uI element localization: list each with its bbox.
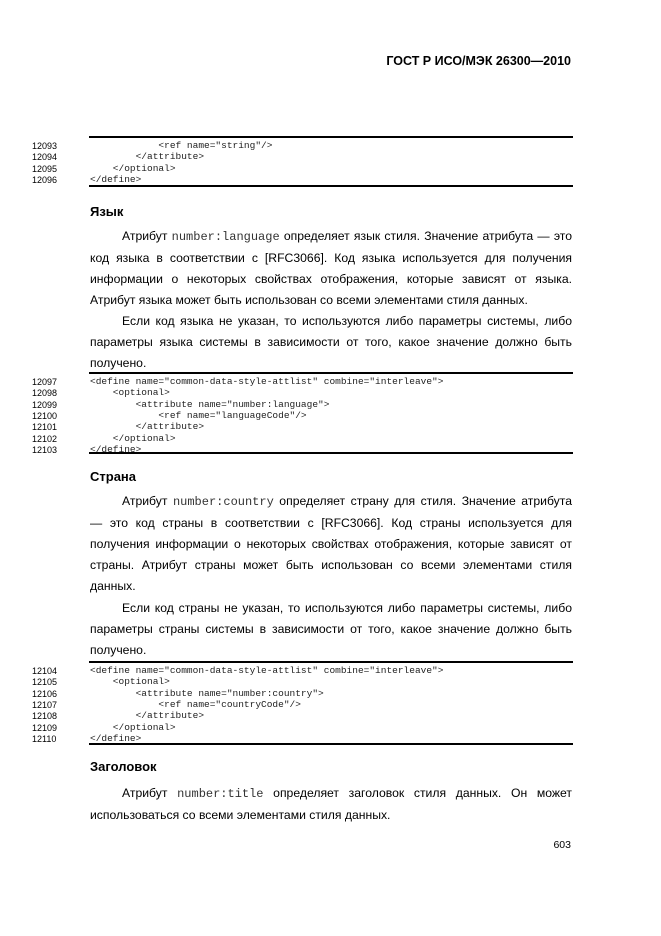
code-text: <ref name="string"/> (90, 140, 273, 151)
code-text: <ref name="languageCode"/> (90, 409, 307, 421)
code-top-rule (89, 372, 573, 374)
code-top-rule (89, 661, 573, 663)
paragraph-text: определяет язык стиля. Значение атрибута — это код языка в соответствии с [RFC3066]. Код языка используется для получения информации о некоторых свойствах отображения, которые зависят от языка. Атрибут языка может быть использован со всеми элементами стиля данных. (90, 229, 572, 307)
line-number: 12101 (32, 422, 58, 433)
code-text: </attribute> (90, 151, 205, 163)
section-heading-country: Страна (90, 469, 137, 484)
line-number: 12099 (32, 399, 58, 410)
line-number: 12108 (32, 711, 58, 722)
code-text: <attribute name="number:country"> (90, 687, 324, 699)
code-bottom-rule (89, 452, 573, 454)
attribute-name: number:language (171, 230, 280, 244)
line-number: 12095 (32, 163, 58, 174)
code-bottom-rule (89, 743, 573, 745)
line-number: 12104 (32, 666, 58, 676)
code-text: </define> (90, 173, 142, 185)
attribute-name: number:title (177, 787, 264, 801)
code-text: </attribute> (90, 421, 205, 433)
code-text: </define> (90, 732, 142, 744)
line-number: 12093 (32, 141, 58, 151)
paragraph-text: Атрибут (122, 494, 173, 508)
code-text: <define name="common-data-style-attlist" combine="interleave"> (90, 665, 444, 676)
line-number: 12106 (32, 688, 58, 699)
line-number: 12100 (32, 410, 58, 421)
section-heading-language: Язык (90, 204, 124, 219)
line-number: 12098 (32, 388, 58, 399)
code-text: <optional> (90, 676, 170, 688)
code-text: </optional> (90, 432, 176, 444)
page-number: 603 (553, 839, 571, 851)
line-number: 12103 (32, 444, 58, 455)
paragraph-country-1 (90, 491, 572, 597)
line-number: 12105 (32, 677, 58, 688)
code-bottom-rule (89, 185, 573, 187)
paragraph-country-2: Если код страны не указан, то используются либо параметры системы, либо параметры страны системы в зависимости от того, какое значение должно быть получено. (90, 601, 572, 657)
code-text: <optional> (90, 387, 170, 399)
line-number: 12097 (32, 377, 58, 387)
code-text: <define name="common-data-style-attlist" combine="interleave"> (90, 376, 444, 387)
paragraph-title-1 (90, 783, 572, 826)
line-number: 12096 (32, 174, 58, 185)
code-text: </define> (90, 443, 142, 455)
line-number: 12094 (32, 152, 58, 163)
line-number: 12110 (32, 733, 57, 744)
code-text: </optional> (90, 721, 176, 733)
standard-title: ГОСТ Р ИСО/МЭК 26300—2010 (386, 54, 571, 68)
attribute-name: number:country (172, 495, 274, 509)
paragraph-language-2: Если код языка не указан, то используются либо параметры системы, либо параметры языка системы в зависимости от того, какое значение должно быть получено. (90, 314, 572, 370)
code-text: <attribute name="number:language"> (90, 398, 330, 410)
code-text: </attribute> (90, 710, 205, 722)
paragraph-text: Атрибут (122, 229, 172, 243)
line-number: 12109 (32, 722, 58, 733)
code-text: <ref name="countryCode"/> (90, 698, 301, 710)
line-number: 12102 (32, 433, 58, 444)
section-heading-title: Заголовок (90, 759, 157, 774)
paragraph-text: определяет заголовок стиля данных. Он может использоваться со всеми элементами стиля данных. (90, 786, 572, 822)
paragraph-text: определяет страну для стиля. Значение атрибута — это код страны в соответствии с [RFC3066]. Код страны используется для получения информации о некоторых свойствах отображения, которые зависят от страны. Атрибут страны может быть использован со всеми элементами стиля данных. (90, 494, 572, 593)
line-number: 12107 (32, 699, 58, 710)
paragraph-language-1 (90, 226, 572, 311)
paragraph-text: Атрибут (122, 786, 178, 800)
code-top-rule (89, 136, 573, 138)
code-text: </optional> (90, 162, 176, 174)
